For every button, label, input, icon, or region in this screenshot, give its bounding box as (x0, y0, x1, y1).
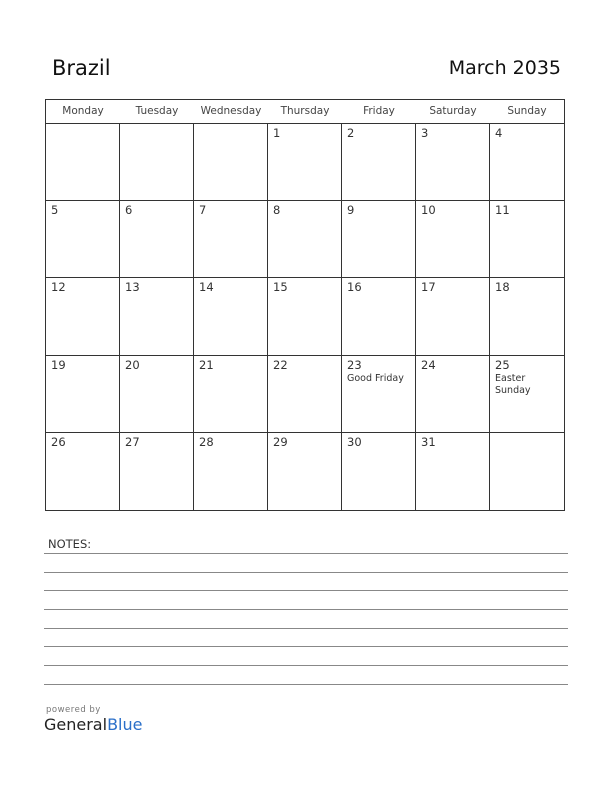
day-cell (120, 433, 194, 510)
day-cell (194, 278, 268, 355)
day-cell (490, 201, 564, 278)
day-number: 14 (199, 280, 214, 295)
day-number: 11 (495, 203, 510, 218)
brand-name (44, 715, 142, 734)
day-number: 10 (421, 203, 436, 218)
day-cell (342, 356, 416, 433)
notes-line (44, 609, 568, 610)
day-number: 9 (347, 203, 355, 218)
day-cell (46, 201, 120, 278)
day-cell (46, 278, 120, 355)
calendar-country-title: Brazil (52, 56, 111, 80)
weekday-thursday: Thursday (280, 105, 330, 117)
month-calendar-grid (45, 99, 565, 511)
empty-day-cell (194, 124, 268, 201)
empty-day-cell (46, 124, 120, 201)
day-cell (342, 278, 416, 355)
day-number: 16 (347, 280, 362, 295)
day-number: 27 (125, 434, 140, 449)
day-cell (268, 356, 342, 433)
empty-day-cell (490, 433, 564, 510)
day-number: 25 (495, 357, 510, 372)
brand-name-general: General (44, 715, 108, 734)
day-number: 21 (199, 357, 214, 372)
day-cell (194, 356, 268, 433)
powered-by-text: powered by (46, 705, 101, 715)
day-cell (194, 201, 268, 278)
day-cell (416, 201, 490, 278)
day-cell (194, 433, 268, 510)
day-number: 2 (347, 126, 355, 140)
day-number: 15 (273, 280, 288, 295)
day-number: 3 (421, 126, 429, 140)
day-cell (342, 201, 416, 278)
holiday-label: Good Friday (347, 372, 404, 384)
day-number: 31 (421, 434, 436, 449)
day-cell (120, 278, 194, 355)
day-cell (268, 433, 342, 510)
notes-line (44, 628, 568, 629)
day-cell (416, 433, 490, 510)
day-number: 23 (347, 357, 362, 372)
notes-line (44, 572, 568, 573)
weekday-saturday: Saturday (429, 105, 477, 117)
day-number: 13 (125, 280, 140, 295)
generalblue-logo (44, 705, 142, 734)
day-number: 22 (273, 357, 288, 372)
day-cell (342, 433, 416, 510)
notes-line (44, 553, 568, 554)
empty-day-cell (120, 124, 194, 201)
day-number: 26 (51, 434, 66, 449)
day-number: 5 (51, 203, 59, 218)
weekday-header-row (46, 100, 564, 124)
day-number: 18 (495, 280, 510, 295)
day-cell (46, 356, 120, 433)
notes-line (44, 684, 568, 685)
day-cell (268, 278, 342, 355)
weekday-wednesday: Wednesday (200, 105, 262, 117)
weekday-friday: Friday (363, 105, 395, 117)
day-cell (268, 201, 342, 278)
day-number: 30 (347, 434, 362, 449)
day-cell (416, 124, 490, 201)
notes-line (44, 665, 568, 666)
day-cell (416, 278, 490, 355)
weekday-monday: Monday (62, 105, 104, 117)
day-number: 20 (125, 357, 140, 372)
day-number: 24 (421, 357, 436, 372)
notes-line (44, 590, 568, 591)
day-cell (342, 124, 416, 201)
day-cell (120, 356, 194, 433)
day-cell (268, 124, 342, 201)
holiday-label: Easter Sunday (495, 372, 531, 396)
brand-name-blue: Blue (107, 715, 143, 734)
day-number: 29 (273, 434, 288, 449)
day-number: 6 (125, 203, 133, 218)
day-number: 28 (199, 434, 214, 449)
day-cell (416, 356, 490, 433)
day-cell (120, 201, 194, 278)
day-number: 8 (273, 203, 281, 218)
day-cell (46, 433, 120, 510)
day-number: 1 (273, 126, 281, 140)
day-cell (490, 278, 564, 355)
day-cell (490, 124, 564, 201)
day-number: 12 (51, 280, 66, 295)
day-number: 4 (495, 126, 503, 140)
calendar-days-body (46, 124, 564, 510)
weekday-sunday: Sunday (507, 105, 547, 117)
day-cell (490, 356, 564, 433)
day-number: 19 (51, 357, 66, 372)
notes-label: NOTES: (48, 537, 92, 551)
notes-line (44, 646, 568, 647)
weekday-tuesday: Tuesday (135, 105, 179, 117)
day-number: 17 (421, 280, 436, 295)
day-number: 7 (199, 203, 207, 218)
calendar-month-title: March 2035 (448, 57, 561, 79)
